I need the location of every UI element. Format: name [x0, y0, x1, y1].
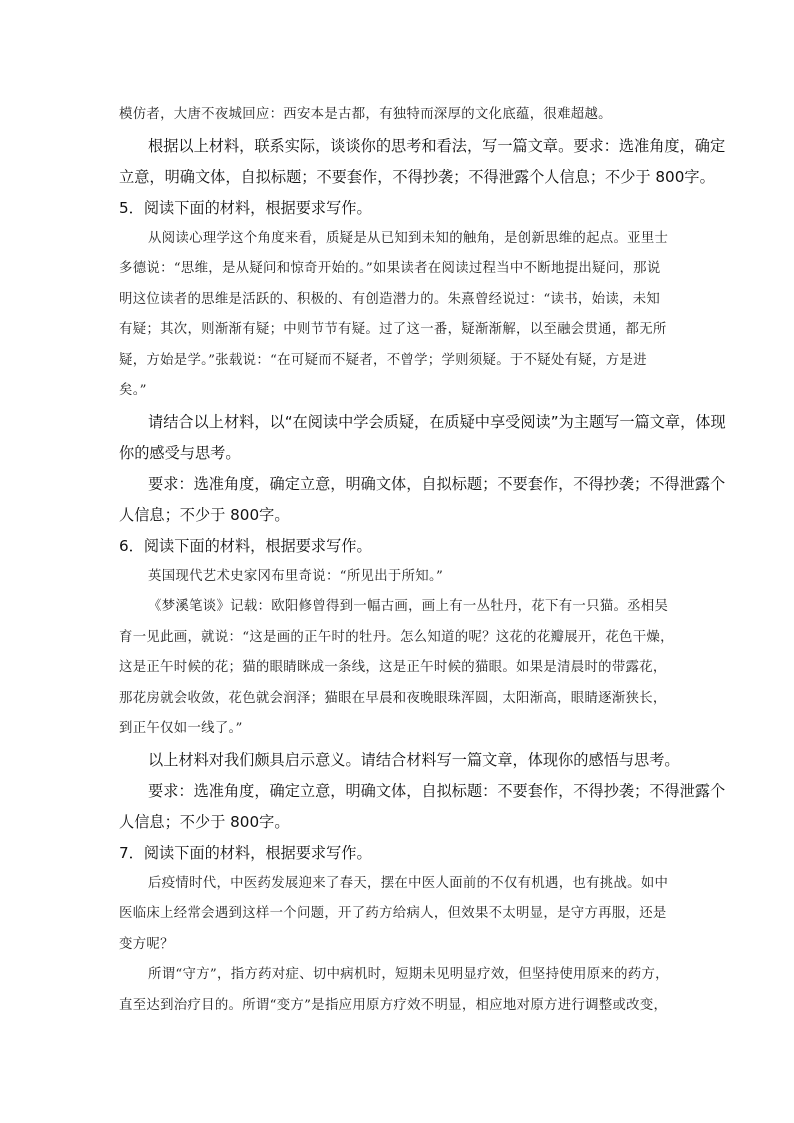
q5-material-line: 多德说：“思维，是从疑问和惊奇开始的。”如果读者在阅读过程当中不断地提出疑问，那说 — [119, 261, 661, 276]
q6-material-line: 这是正午时候的花；猫的眼睛眯成一条线，这是正午时候的猫眼。如果是清晨时的带露花， — [119, 660, 667, 675]
q6-quote-line: 英国现代艺术史家冈布里奇说：“所见出于所知。” — [148, 568, 444, 584]
question-6-heading: 6．阅读下面的材料，根据要求写作。 — [119, 536, 372, 555]
q5-requirement-line: 要求：选准角度，确定立意，明确文体，自拟标题；不要套作，不得抄袭；不得泄露个 — [148, 474, 726, 493]
q7-material-line: 直至达到治疗目的。所谓“变方”是指应用原方疗效不明显，相应地对原方进行调整或改变， — [119, 997, 668, 1013]
q5-material-line: 有疑；其次，则渐渐有疑；中则节节有疑。过了这一番，疑渐渐解，以至融会贯通，都无所 — [119, 322, 667, 337]
q6-requirement-line: 要求：选准角度，确定立意，明确文体，自拟标题：不要套作，不得抄袭；不得泄露个 — [148, 781, 726, 800]
question-7-heading: 7．阅读下面的材料，根据要求写作。 — [119, 843, 372, 862]
q4-instruction-line: 立意，明确文体，自拟标题；不要套作，不得抄袭；不得泄露个人信息；不少于 800字。 — [119, 167, 715, 186]
q7-material-line: 医临床上经常会遇到这样一个问题，开了药方给病人，但效果不太明显，是守方再服，还是 — [119, 906, 667, 921]
material-fragment-line: 模仿者，大唐不夜城回应：西安本是古都，有独特而深厚的文化底蕴，很难超越。 — [119, 107, 612, 122]
q6-material-line: 到正午仅如一线了。” — [119, 721, 243, 736]
q6-instruction-line: 以上材料对我们颇具启示意义。请结合材料写一篇文章，体现你的感悟与思考。 — [148, 750, 680, 769]
q6-requirement-line: 人信息；不少于 800字。 — [119, 812, 290, 831]
q7-material-line: 变方呢？ — [119, 936, 174, 952]
q6-material-line: 《梦溪笔谈》记载：欧阳修曾得到一幅古画，画上有一丛牡丹，花下有一只猫。丞相吴 — [148, 599, 669, 614]
q7-material-line: 后疫情时代，中医药发展迎来了春天，摆在中医人面前的不仅有机遇，也有挑战。如中 — [148, 875, 669, 891]
q7-material-line: 所谓“守方”，指方药对症、切中病机时，短期未见明显疗效，但坚持使用原来的药方， — [148, 967, 669, 982]
document-body — [119, 100, 726, 1021]
q5-material-line: 从阅读心理学这个角度来看，质疑是从已知到未知的触角，是创新思维的起点。亚里士 — [148, 230, 669, 246]
q4-instruction-line: 根据以上材料，联系实际，谈谈你的思考和看法，写一篇文章。要求：选准角度，确定 — [148, 136, 726, 155]
q5-material-line: 矣。” — [119, 383, 147, 398]
q6-material-line: 育一见此画，就说：“这是画的正午时的牡丹。怎么知道的呢？这花的花瓣展开，花色干燥， — [119, 629, 674, 645]
q5-material-line: 疑，方始是学。”张载说：“在可疑而不疑者，不曾学；学则须疑。于不疑处有疑，方是进 — [119, 352, 647, 368]
q5-requirement-line: 人信息；不少于 800字。 — [119, 505, 290, 524]
question-5-heading: 5．阅读下面的材料，根据要求写作。 — [119, 198, 372, 217]
q6-material-line: 那花房就会收敛，花色就会润泽；猫眼在早晨和夜晚眼珠浑圆，太阳渐高，眼睛逐渐狭长， — [119, 690, 667, 706]
q5-instruction-line: 你的感受与思考。 — [119, 443, 241, 462]
q5-instruction-line: 请结合以上材料，以“在阅读中学会质疑，在质疑中享受阅读”为主题写一篇文章，体现 — [148, 412, 726, 431]
q5-material-line: 明这位读者的思维是活跃的、积极的、有创造潜力的。朱熹曾经说过：“读书，始读，未知 — [119, 291, 661, 307]
